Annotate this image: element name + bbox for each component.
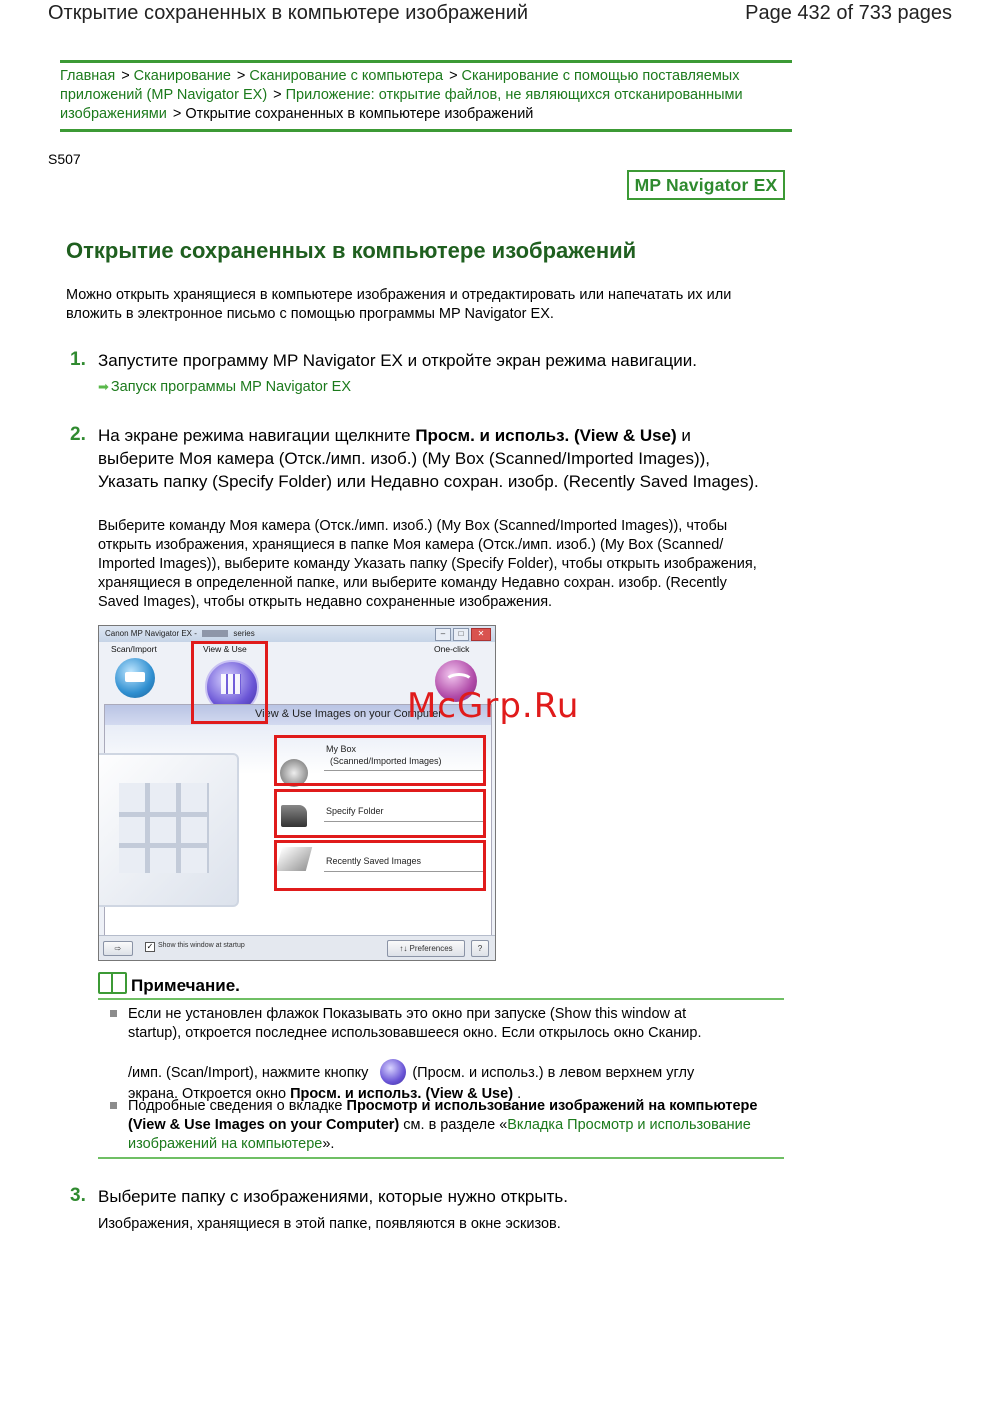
bullet-square-icon	[110, 1102, 117, 1109]
scan-import-icon[interactable]	[115, 658, 155, 698]
document-header-title: Открытие сохраненных в компьютере изображений	[48, 2, 529, 24]
product-badge: MP Navigator EX	[627, 170, 785, 200]
item-my-box[interactable]: My Box (Scanned/Imported Images)	[326, 744, 442, 766]
breadcrumb	[60, 67, 790, 124]
page-counter: Page 432 of 733 pages	[745, 2, 952, 24]
step-1-link[interactable]	[98, 379, 351, 395]
tab-view-use[interactable]: View & Use	[203, 644, 247, 654]
breadcrumb-link-home[interactable]: Главная	[60, 68, 116, 84]
watermark: McGrp.Ru	[407, 686, 580, 726]
highlight-recently-saved	[274, 840, 486, 891]
page-title: Открытие сохраненных в компьютере изображений	[66, 238, 637, 263]
view-use-tab-link[interactable]: Вкладка Просмотр и использование изображений на компьютере	[128, 1117, 751, 1152]
maximize-icon[interactable]: □	[453, 628, 469, 641]
step-1-number: 1.	[70, 349, 86, 370]
breadcrumb-separator: >	[236, 68, 246, 84]
breadcrumb-divider	[60, 129, 792, 132]
note-title: Примечание.	[131, 976, 240, 995]
minimize-icon[interactable]: –	[435, 628, 451, 641]
step-3-text: Выберите папку с изображениями, которые нужно открыть.	[98, 1187, 568, 1206]
close-icon[interactable]: ✕	[471, 628, 491, 641]
highlight-my-box	[274, 735, 486, 786]
step-2-text-pre: На экране режима навигации щелкните	[98, 426, 416, 445]
switch-mode-button[interactable]: ⇨	[103, 941, 133, 956]
highlight-specify-folder	[274, 789, 486, 838]
step-1-text: Запустите программу MP Navigator EX и откройте экран режима навигации.	[98, 351, 697, 370]
breadcrumb-link-scanning[interactable]: Сканирование	[133, 68, 231, 84]
window-title-suffix: series	[233, 629, 255, 638]
help-button[interactable]: ?	[471, 940, 489, 957]
note-bullet-1	[110, 1005, 780, 1104]
step-2-text-bold: Просм. и использ. (View & Use)	[415, 426, 677, 445]
step-2-text-post: и выберите Моя камера (Отск./имп. изоб.) (My Box (Scanned/Imported Images)), Указать папку (Specify Folder) или Недавно сохран. изобр. (Recently Saved Images).	[98, 426, 759, 491]
step-3-detail: Изображения, хранящиеся в этой папке, появляются в окне эскизов.	[98, 1216, 561, 1232]
step-1-link-label: Запуск программы MP Navigator EX	[110, 379, 352, 395]
band-title: View & Use Images on your Computer	[255, 708, 442, 720]
show-window-label: Show this window at startup	[158, 942, 245, 949]
item-recently-saved[interactable]: Recently Saved Images	[326, 856, 422, 866]
breadcrumb-separator: >	[121, 68, 130, 84]
window-titlebar	[99, 626, 495, 642]
redacted-model-bar	[202, 630, 228, 637]
show-window-checkbox[interactable]: ✓	[146, 942, 154, 951]
monitor-illustration	[98, 753, 239, 907]
intro-paragraph: Можно открыть хранящиеся в компьютере изображения и отредактировать или напечатать их или вложить в электронное письмо с помощью программы MP Navigator EX.	[66, 287, 732, 322]
item-specify-folder[interactable]: Specify Folder	[326, 806, 384, 816]
step-2-text	[98, 424, 770, 493]
tab-one-click[interactable]: One-click	[434, 644, 470, 654]
book-icon	[98, 972, 126, 992]
breadcrumb-current: Открытие сохраненных в компьютере изображений	[185, 106, 534, 122]
document-code: S507	[48, 151, 81, 167]
breadcrumb-separator: >	[273, 87, 282, 103]
step-3-number: 3.	[70, 1185, 86, 1206]
highlight-view-use-tab	[191, 641, 268, 724]
note-bullet-2	[110, 1097, 780, 1154]
breadcrumb-link-mp-navigator[interactable]: Сканирование с помощью поставляемых приложений (MP Navigator EX)	[60, 68, 740, 103]
breadcrumb-separator: >	[449, 68, 458, 84]
breadcrumb-link-scan-from-computer[interactable]: Сканирование с компьютера	[249, 68, 444, 84]
window-title: Canon MP Navigator EX -	[105, 629, 197, 638]
preferences-button[interactable]: ↑↓ Preferences	[387, 940, 465, 957]
note-bullet-1-line-b: /имп. (Scan/Import), нажмите кнопку (Просм. и использ.) в левом верхнем углу	[128, 1059, 780, 1085]
breadcrumb-link-appendix[interactable]: Приложение: открытие файлов, не являющихся отсканированными изображениями	[60, 87, 743, 122]
preferences-icon: ↑↓	[399, 944, 408, 953]
note-bullet-1-line-a: Если не установлен флажок Показывать это окно при запуске (Show this window at startup), откроется последнее использовавшееся окно. Если открылось окно Сканир.	[128, 1006, 702, 1041]
top-divider	[60, 60, 792, 63]
note-bottom-rule	[98, 1157, 784, 1159]
step-2-detail: Выберите команду Моя камера (Отск./имп. изоб.) (My Box (Scanned/Imported Images)), чтобы открыть изображения, хранящиеся в папке Моя камера (Отск./имп. изоб.) (My Box (Scanned/ Imported Images)), выберите команду Указать папку (Specify Folder), чтобы открыть изображения, хранящиеся в определенной папке, или выберите команду Недавно сохран. изобр. (Recently Saved Images), чтобы открыть недавно сохраненные изображения.	[98, 518, 757, 610]
note-top-rule	[98, 998, 784, 1000]
app-screenshot	[98, 625, 496, 961]
arrow-right-icon: ➡	[98, 379, 109, 394]
window-bottom-bar	[99, 935, 495, 961]
tab-scan-import[interactable]: Scan/Import	[111, 644, 157, 654]
view-use-button-icon	[380, 1059, 406, 1085]
bullet-square-icon	[110, 1010, 117, 1017]
breadcrumb-separator: >	[172, 106, 182, 122]
note-bullet-2-text: Подробные сведения о вкладке Просмотр и использование изображений на компьютере (View & Use Images on your Computer) см. в разделе «Вкладка Просмотр и использование изображений на компьютере».	[128, 1098, 758, 1152]
step-2-number: 2.	[70, 424, 86, 445]
note-bullet-1-line-c: экрана. Откроется окно Просм. и использ. (View & Use) .	[128, 1086, 522, 1102]
